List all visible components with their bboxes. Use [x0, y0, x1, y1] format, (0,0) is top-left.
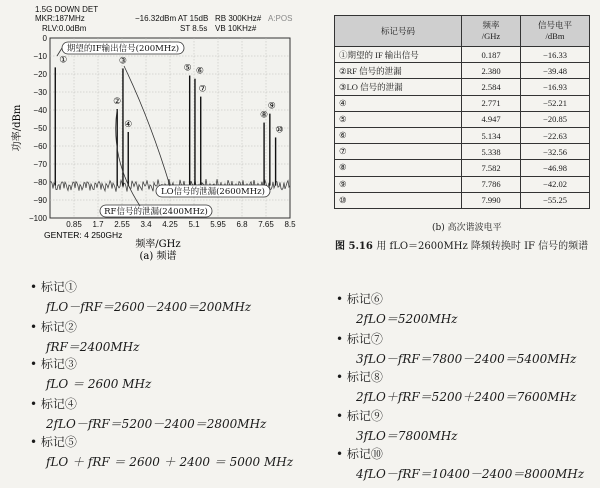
peak-label-8: ⑧ [260, 110, 269, 121]
x-tick-label: 0.85 [66, 220, 82, 229]
row-frequency: 2.584 [462, 79, 521, 95]
x-axis-label: 频率/GHz [135, 239, 181, 250]
figure-text: 用 fLO＝2600MHz 降频转换时 IF 信号的频谱 [376, 241, 589, 252]
row-frequency: 7.786 [462, 176, 521, 192]
header-apos: A:POS [268, 14, 293, 23]
header-marker: MKR:187MHz [35, 14, 85, 23]
peak-label-3: ③ [118, 56, 127, 67]
row-marker: ①期望的 IF 输出信号 [335, 47, 462, 63]
note-left-3-heading: • 标记③ [30, 357, 77, 371]
header-st: ST 8.5s [180, 24, 208, 33]
peak-label-9: ⑨ [267, 101, 276, 112]
header-level-l1: 信号电平 [537, 20, 572, 30]
row-frequency: 4.947 [462, 111, 521, 127]
y-tick-label: −10 [33, 52, 47, 61]
table-caption: (b) 高次谐波电平 [432, 223, 502, 233]
note-right-1-equation: 2fLO＝5200MHz [356, 312, 458, 326]
header-level-l2: /dBm [545, 31, 565, 41]
peak-label-7: ⑦ [198, 84, 207, 95]
note-left-1-heading: • 标记① [30, 280, 77, 294]
header-level [521, 16, 590, 47]
callout-if-text: 期望的IF输出信号(200MHz) [66, 44, 180, 54]
note-right-4-equation: 3fLO＝7800MHz [356, 429, 458, 443]
x-tick-label: 8.5 [284, 220, 296, 229]
note-right-5-equation: 4fLO－fRF＝10400－2400＝8000MHz [356, 467, 585, 481]
y-tick-label: 0 [42, 34, 47, 43]
row-level: −16.33 [521, 47, 590, 63]
spectrum-caption: (a) 频谱 [139, 251, 177, 262]
x-tick-label: 5.95 [210, 220, 226, 229]
y-tick-label: −40 [33, 106, 47, 115]
note-right-5-heading: • 标记⑩ [336, 447, 383, 461]
row-marker: ⑤ [335, 111, 462, 127]
y-tick-label: −30 [33, 88, 47, 97]
spectrum-figure [0, 0, 330, 262]
table-body [335, 47, 590, 209]
peak-label-6: ⑥ [195, 66, 204, 77]
table-row [335, 144, 590, 160]
header-frequency-l2: /GHz [481, 31, 501, 41]
peak-label-1: ① [59, 55, 68, 66]
note-left-2-equation: fRF＝2400MHz [46, 340, 140, 354]
x-tick-label: 3.4 [140, 220, 152, 229]
row-marker: ⑦ [335, 144, 462, 160]
header-center-reading: −16.32dBm AT 15dB [135, 14, 209, 23]
row-frequency: 7.582 [462, 160, 521, 176]
note-left-3-equation: fLO ＝ 2600 MHz [46, 377, 152, 391]
y-tick-label: −50 [33, 124, 47, 133]
table-row [335, 176, 590, 192]
note-left-5-heading: • 标记⑤ [30, 435, 77, 449]
note-left-4-heading: • 标记④ [30, 397, 77, 411]
note-right-1-heading: • 标记⑥ [336, 292, 383, 306]
note-right-3-heading: • 标记⑧ [336, 370, 383, 384]
row-marker: ⑥ [335, 127, 462, 143]
y-tick-label: −90 [33, 196, 47, 205]
row-frequency: 2.380 [462, 63, 521, 79]
x-tick-label: 7.65 [258, 220, 274, 229]
table-row [335, 79, 590, 95]
y-tick-label: −100 [28, 214, 47, 223]
row-level: −52.21 [521, 95, 590, 111]
note-right-3-equation: 2fLO＋fRF＝5200＋2400＝7600MHz [356, 390, 577, 404]
table-row [335, 111, 590, 127]
header-mode: 1.5G DOWN DET [35, 5, 99, 14]
note-right-4-heading: • 标记⑨ [336, 409, 383, 423]
header-vb: VB 10KHz# [215, 24, 257, 33]
row-marker: ⑨ [335, 176, 462, 192]
row-level: −55.25 [521, 192, 590, 208]
note-left-5-equation: fLO ＋ fRF ＝ 2600 ＋ 2400 ＝ 5000 MHz [46, 455, 294, 469]
peak-label-5: ⑤ [183, 63, 192, 74]
table-header-row [335, 16, 590, 47]
header-rb: RB 300KHz# [215, 14, 262, 23]
note-left-1-equation: fLO－fRF＝2600－2400＝200MHz [46, 300, 252, 314]
row-level: −20.85 [521, 111, 590, 127]
note-right-2-heading: • 标记⑦ [336, 332, 383, 346]
peak-label-4: ④ [124, 119, 133, 130]
x-tick-label: 1.7 [92, 220, 104, 229]
harmonic-table [334, 15, 590, 209]
row-frequency: 5.338 [462, 144, 521, 160]
table-row [335, 63, 590, 79]
table-row [335, 160, 590, 176]
figure-number: 图 5.16 [335, 241, 373, 252]
row-level: −42.02 [521, 176, 590, 192]
x-tick-labels [66, 220, 296, 229]
row-frequency: 5.134 [462, 127, 521, 143]
y-tick-label: −60 [33, 142, 47, 151]
row-marker: ②RF 信号的泄漏 [335, 63, 462, 79]
y-tick-label: −80 [33, 178, 47, 187]
peak-label-10: ⑩ [275, 125, 284, 136]
x-tick-label: 4.25 [162, 220, 178, 229]
x-tick-label: 5.1 [188, 220, 200, 229]
note-right-2-equation: 3fLO－fRF＝7800－2400＝5400MHz [356, 352, 577, 366]
header-ref-level: RLV:0.0dBm [42, 24, 87, 33]
y-tick-label: −70 [33, 160, 47, 169]
callout-rf-text: RF信号的泄漏(2400MHz) [104, 207, 208, 217]
table-row [335, 95, 590, 111]
row-frequency: 7.990 [462, 192, 521, 208]
harmonic-table-wrapper [334, 15, 590, 209]
row-level: −46.98 [521, 160, 590, 176]
y-tick-labels [29, 34, 48, 223]
row-frequency: 0.187 [462, 47, 521, 63]
header-frequency-l1: 频率 [482, 20, 500, 30]
row-marker: ④ [335, 95, 462, 111]
row-marker: ⑧ [335, 160, 462, 176]
row-marker: ③LO 信号的泄漏 [335, 79, 462, 95]
table-row [335, 127, 590, 143]
row-marker: ⑩ [335, 192, 462, 208]
figure-caption [335, 237, 588, 252]
peak-label-2: ② [113, 97, 122, 108]
note-left-2-heading: • 标记② [30, 320, 77, 334]
center-frequency: GENTER: 4 250GHz [44, 230, 123, 240]
row-level: −16.93 [521, 79, 590, 95]
x-tick-label: 2.55 [114, 220, 130, 229]
row-level: −22.63 [521, 127, 590, 143]
header-marker: 标记号码 [335, 16, 462, 47]
callout-lo-text: LO信号的泄漏(2600MHz) [161, 187, 265, 197]
x-tick-label: 6.8 [236, 220, 248, 229]
row-frequency: 2.771 [462, 95, 521, 111]
table-row [335, 47, 590, 63]
note-left-4-equation: 2fLO－fRF＝5200－2400＝2800MHz [46, 417, 267, 431]
row-level: −32.56 [521, 144, 590, 160]
table-row [335, 192, 590, 208]
y-tick-label: −20 [33, 70, 47, 79]
row-level: −39.48 [521, 63, 590, 79]
y-axis-label: 功率/dBm [12, 104, 23, 152]
header-frequency [462, 16, 521, 47]
